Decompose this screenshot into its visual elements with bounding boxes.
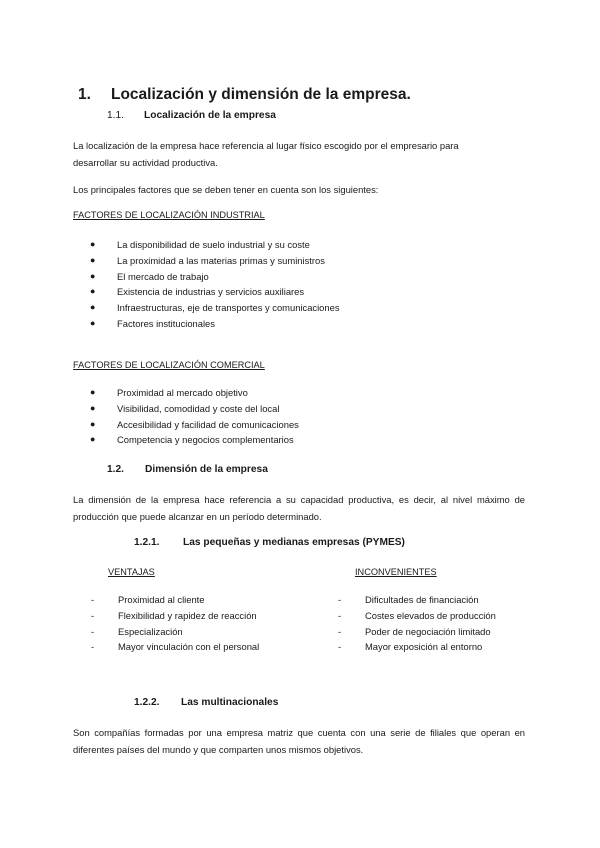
list-item: - Dificultades de financiación	[338, 592, 496, 608]
dash-icon: -	[338, 641, 342, 653]
bullet-icon: ●	[90, 317, 96, 328]
bullet-icon: ●	[90, 418, 96, 429]
dash-icon: -	[91, 641, 95, 653]
bullet-icon: ●	[90, 434, 96, 445]
list-item: ● La proximidad a las materias primas y suministros	[90, 253, 340, 269]
section-1-1-paragraph-2: Los principales factores que se deben tener en cuenta son los siguientes:	[73, 184, 379, 195]
list-item: - Poder de negociación limitado	[338, 624, 496, 640]
dash-icon: -	[338, 609, 342, 621]
bullet-icon: ●	[90, 387, 96, 397]
list-item: ● Existencia de industrias y servicios auxiliares	[90, 284, 340, 300]
industrial-factors-list	[90, 237, 340, 332]
section-1-number: 1.	[78, 86, 91, 103]
section-1-2-1-number: 1.2.1.	[134, 537, 160, 548]
list-item: - Costes elevados de producción	[338, 608, 496, 624]
section-1-2-2-title: Las multinacionales	[181, 697, 279, 708]
section-1-1-heading	[107, 110, 407, 126]
section-1-1-paragraph-1: La localización de la empresa hace referencia al lugar físico escogido por el empresario para desarrollar su actividad productiva.	[73, 140, 459, 168]
list-item: ● Infraestructuras, eje de transportes y comunicaciones	[90, 300, 340, 316]
advantages-list	[91, 592, 259, 655]
dash-icon: -	[91, 609, 95, 621]
bullet-icon: ●	[90, 254, 96, 265]
list-item: - Mayor exposición al entorno	[338, 639, 496, 655]
list-item: - Proximidad al cliente	[91, 592, 259, 608]
dash-icon: -	[338, 625, 342, 637]
section-1-heading	[78, 86, 478, 108]
commercial-factors-list	[90, 385, 299, 448]
bullet-icon: ●	[90, 286, 96, 297]
section-1-1-title: Localización de la empresa	[144, 110, 276, 121]
section-1-2-2-number: 1.2.2.	[134, 697, 160, 708]
section-1-2-1-heading	[134, 537, 434, 553]
list-item: - Especialización	[91, 624, 259, 640]
list-item: ● Visibilidad, comodidad y coste del local	[90, 401, 299, 417]
section-1-2-2-heading	[134, 697, 434, 713]
list-item: ● Competencia y negocios complementarios	[90, 432, 299, 448]
dash-icon: -	[91, 625, 95, 637]
dash-icon: -	[338, 594, 342, 605]
industrial-factors-heading: FACTORES DE LOCALIZACIÓN INDUSTRIAL	[73, 210, 265, 220]
list-item: ● El mercado de trabajo	[90, 269, 340, 285]
disadvantages-list	[338, 592, 496, 655]
bullet-icon: ●	[90, 302, 96, 313]
section-1-2-number: 1.2.	[107, 464, 124, 475]
list-item: ● Proximidad al mercado objetivo	[90, 385, 299, 401]
commercial-factors-heading: FACTORES DE LOCALIZACIÓN COMERCIAL	[73, 360, 265, 370]
disadvantages-heading: INCONVENIENTES	[355, 567, 437, 577]
bullet-icon: ●	[90, 239, 96, 249]
dash-icon: -	[91, 594, 95, 605]
section-1-2-paragraph: La dimensión de la empresa hace referencia a su capacidad productiva, es decir, al nivel máximo de producción que puede alcanzar en un período determinado.	[73, 494, 525, 522]
list-item: - Flexibilidad y rapidez de reacción	[91, 608, 259, 624]
section-1-title: Localización y dimensión de la empresa.	[111, 86, 411, 103]
list-item: - Mayor vinculación con el personal	[91, 639, 259, 655]
section-1-1-number: 1.1.	[107, 110, 124, 121]
section-1-2-1-title: Las pequeñas y medianas empresas (PYMES)	[183, 537, 405, 548]
list-item: ● Factores institucionales	[90, 316, 340, 332]
bullet-icon: ●	[90, 270, 96, 281]
section-1-2-title: Dimensión de la empresa	[145, 464, 268, 475]
list-item: ● La disponibilidad de suelo industrial y su coste	[90, 237, 340, 253]
list-item: ● Accesibilidad y facilidad de comunicaciones	[90, 417, 299, 433]
advantages-heading: VENTAJAS	[108, 567, 155, 577]
bullet-icon: ●	[90, 402, 96, 413]
section-1-2-2-paragraph: Son compañías formadas por una empresa matriz que cuenta con una serie de filiales que operan en diferentes países del mundo y que comparten unos mismos objetivos.	[73, 727, 525, 755]
section-1-2-heading	[107, 464, 407, 480]
